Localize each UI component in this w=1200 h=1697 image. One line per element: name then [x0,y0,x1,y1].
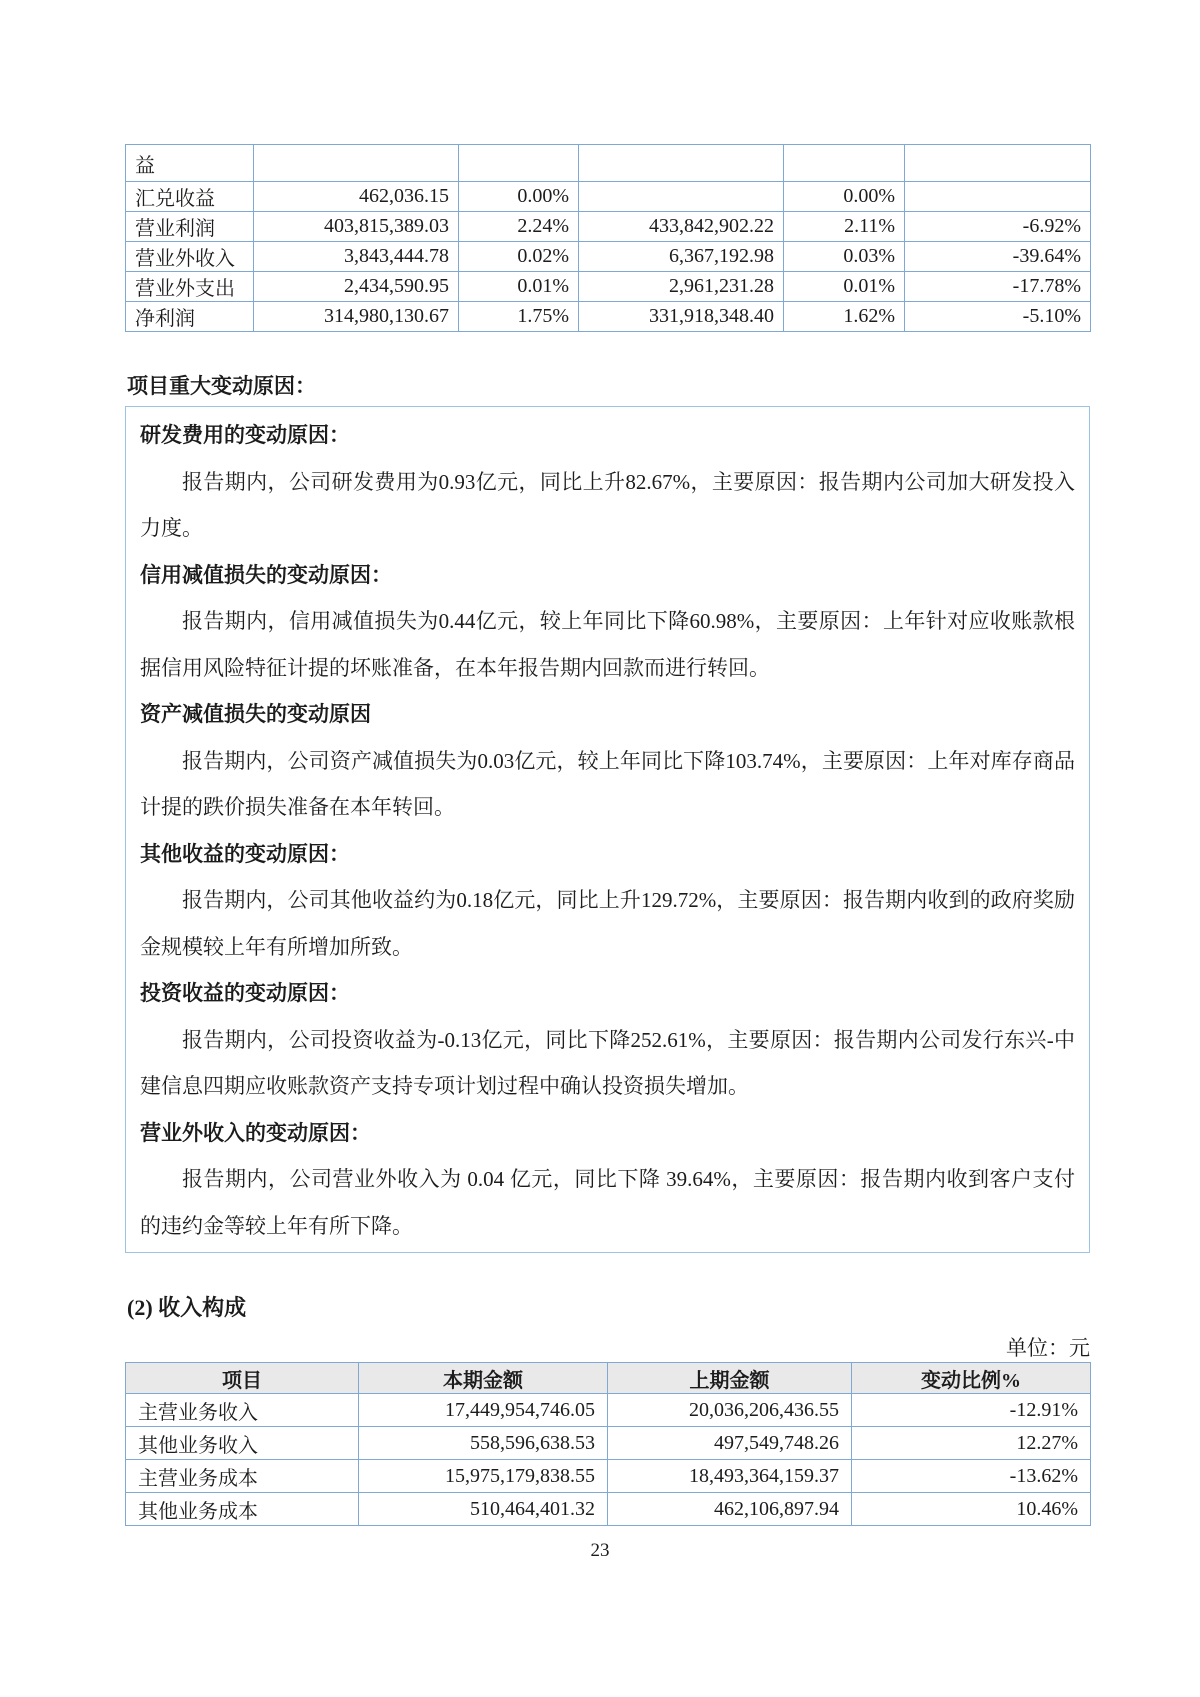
table-cell: 益 [126,145,254,182]
table-cell: -6.92% [905,212,1091,242]
table-cell: 10.46% [852,1493,1091,1526]
table-row [126,272,1091,302]
reason-paragraph: 报告期内，公司研发费用为0.93亿元，同比上升82.67%，主要原因：报告期内公司加大研发投入力度。 [140,469,1075,540]
reason-paragraph: 报告期内，信用减值损失为0.44亿元，较上年同比下降60.98%，主要原因：上年针对应收账款根据信用风险特征计提的坏账准备，在本年报告期内回款而进行转回。 [140,609,1075,680]
table-cell: 497,549,748.26 [608,1427,852,1460]
table-row [126,212,1091,242]
table-cell: 17,449,954,746.05 [359,1394,608,1427]
table-cell: 0.01% [459,272,579,302]
table-cell: 主营业务成本 [126,1460,359,1493]
table-cell: 0.01% [784,272,905,302]
table-cell: 营业利润 [126,212,254,242]
table-cell [905,145,1091,182]
table-cell: 2,434,590.95 [254,272,459,302]
table-cell: 0.02% [459,242,579,272]
table-cell: 403,815,389.03 [254,212,459,242]
table-cell: 主营业务收入 [126,1394,359,1427]
table-cell: -13.62% [852,1460,1091,1493]
reason-heading: 营业外收入的变动原因： [140,1120,371,1145]
table-cell [905,182,1091,212]
table-row [126,302,1091,332]
table-cell: 0.00% [459,182,579,212]
table-cell: 3,843,444.78 [254,242,459,272]
table-cell: 6,367,192.98 [579,242,784,272]
reason-heading: 信用减值损失的变动原因： [140,562,392,587]
reason-paragraph: 报告期内，公司资产减值损失为0.03亿元，较上年同比下降103.74%，主要原因：上年对库存商品计提的跌价损失准备在本年转回。 [140,748,1075,819]
table-cell: 558,596,638.53 [359,1427,608,1460]
table-cell: 1.62% [784,302,905,332]
table-cell [579,145,784,182]
table-row [126,182,1091,212]
table-header-cell: 本期金额 [359,1363,608,1394]
table-cell: 2.11% [784,212,905,242]
reasons-section-title: 项目重大变动原因： [127,374,316,398]
table-row [126,1394,1091,1427]
table-cell: 20,036,206,436.55 [608,1394,852,1427]
table-cell: -12.91% [852,1394,1091,1427]
table-cell: 433,842,902.22 [579,212,784,242]
table-cell: 净利润 [126,302,254,332]
table-cell: 331,918,348.40 [579,302,784,332]
table-cell: 2.24% [459,212,579,242]
table-cell [459,145,579,182]
reason-heading: 研发费用的变动原因： [140,423,350,447]
table-cell: 0.03% [784,242,905,272]
table-row [126,242,1091,272]
table-header-row [126,1363,1091,1394]
table-cell: -17.78% [905,272,1091,302]
table-cell: 15,975,179,838.55 [359,1460,608,1493]
reason-paragraph: 报告期内，公司营业外收入为 0.04 亿元，同比下降 39.64%，主要原因：报告期内收到客户支付的违约金等较上年有所下降。 [140,1167,1075,1238]
reason-heading: 其他收益的变动原因： [140,841,350,866]
page-number: 23 [590,1540,610,1561]
reason-paragraph: 报告期内，公司其他收益约为0.18亿元，同比上升129.72%，主要原因：报告期内收到的政府奖励金规模较上年有所增加所致。 [140,888,1075,959]
table-cell: 汇兑收益 [126,182,254,212]
revenue-composition-table [125,1362,1091,1526]
table-cell: 462,036.15 [254,182,459,212]
table-cell [784,145,905,182]
reason-heading: 资产减值损失的变动原因 [140,702,371,726]
table-cell: 462,106,897.94 [608,1493,852,1526]
table-cell: 其他业务成本 [126,1493,359,1526]
reason-paragraph: 报告期内，公司投资收益为-0.13亿元，同比下降252.61%，主要原因：报告期内公司发行东兴-中建信息四期应收账款资产支持专项计划过程中确认投资损失增加。 [140,1027,1075,1098]
profit-summary-table [125,144,1091,332]
table-header-cell: 变动比例% [852,1363,1091,1394]
table-row [126,1493,1091,1526]
table-cell: 营业外收入 [126,242,254,272]
reasons-box [125,406,1090,1253]
table-cell: 18,493,364,159.37 [608,1460,852,1493]
table-cell: -39.64% [905,242,1091,272]
table-header-cell: 上期金额 [608,1363,852,1394]
table-cell: 0.00% [784,182,905,212]
table-cell: 2,961,231.28 [579,272,784,302]
table-cell: -5.10% [905,302,1091,332]
table-row [126,1427,1091,1460]
unit-label: 单位：元 [1006,1336,1090,1360]
table-header-cell: 项目 [126,1363,359,1394]
revenue-composition-title: (2) 收入构成 [127,1295,247,1320]
table-cell: 12.27% [852,1427,1091,1460]
table-cell: 营业外支出 [126,272,254,302]
table-row [126,145,1091,182]
table-row [126,1460,1091,1493]
table-cell [579,182,784,212]
table-cell: 510,464,401.32 [359,1493,608,1526]
reason-heading: 投资收益的变动原因： [140,981,350,1005]
table-cell: 314,980,130.67 [254,302,459,332]
table-cell [254,145,459,182]
table-cell: 1.75% [459,302,579,332]
table-cell: 其他业务收入 [126,1427,359,1460]
